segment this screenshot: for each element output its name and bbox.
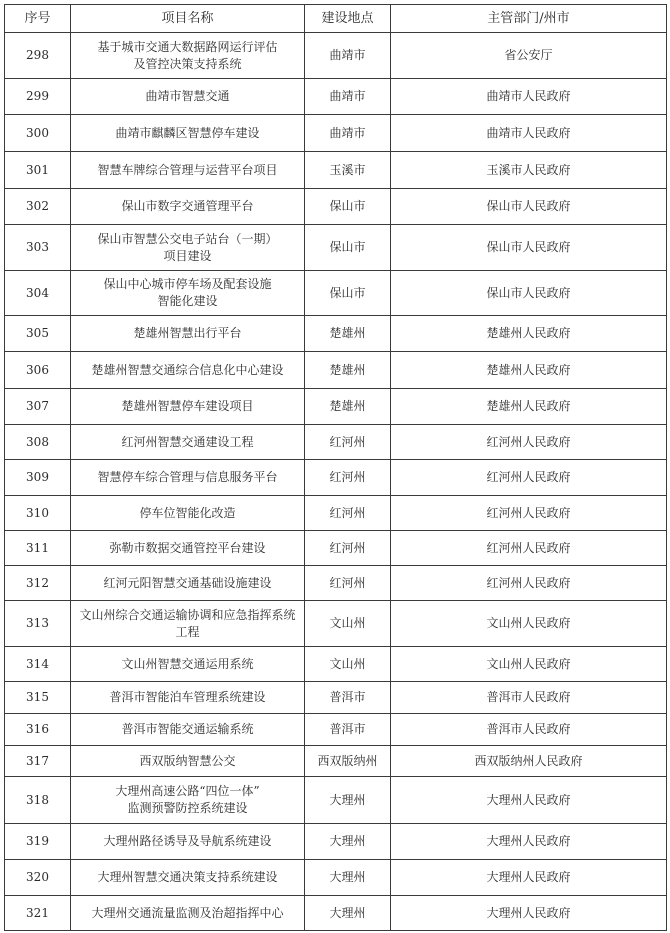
cell-location: 大理州 [305,777,391,824]
table-row [5,647,667,682]
cell-location: 大理州 [305,824,391,860]
cell-seq: 308 [5,425,71,460]
cell-dept: 大理州人民政府 [391,777,667,824]
cell-dept: 曲靖市人民政府 [391,115,667,152]
cell-location: 普洱市 [305,682,391,714]
cell-name: 楚雄州智慧出行平台 [71,316,305,352]
header-name: 项目名称 [71,5,305,33]
cell-seq: 306 [5,352,71,389]
cell-name: 大理州路径诱导及导航系统建设 [71,824,305,860]
cell-seq: 312 [5,566,71,601]
table-row [5,566,667,601]
cell-name: 停车位智能化改造 [71,496,305,531]
cell-dept: 普洱市人民政府 [391,714,667,746]
cell-seq: 321 [5,896,71,931]
cell-name: 曲靖市智慧交通 [71,79,305,115]
table-row [5,115,667,152]
cell-dept: 红河州人民政府 [391,566,667,601]
cell-dept: 大理州人民政府 [391,824,667,860]
cell-location: 玉溪市 [305,152,391,189]
cell-dept: 保山市人民政府 [391,189,667,225]
cell-seq: 303 [5,225,71,271]
table-row [5,824,667,860]
cell-dept: 楚雄州人民政府 [391,352,667,389]
cell-location: 大理州 [305,896,391,931]
cell-dept: 省公安厅 [391,33,667,79]
cell-location: 红河州 [305,425,391,460]
cell-name: 文山州综合交通运输协调和应急指挥系统 工程 [71,601,305,647]
cell-location: 红河州 [305,566,391,601]
cell-seq: 320 [5,860,71,896]
table-row [5,746,667,777]
table-row [5,152,667,189]
cell-name: 普洱市智能交通运输系统 [71,714,305,746]
table-row [5,682,667,714]
cell-seq: 315 [5,682,71,714]
cell-dept: 保山市人民政府 [391,271,667,316]
cell-seq: 304 [5,271,71,316]
table-row [5,496,667,531]
cell-location: 普洱市 [305,714,391,746]
cell-location: 红河州 [305,531,391,566]
cell-name: 西双版纳智慧公交 [71,746,305,777]
cell-location: 大理州 [305,860,391,896]
cell-dept: 楚雄州人民政府 [391,316,667,352]
table-row [5,777,667,824]
cell-dept: 普洱市人民政府 [391,682,667,714]
cell-location: 曲靖市 [305,33,391,79]
cell-dept: 玉溪市人民政府 [391,152,667,189]
cell-name: 红河州智慧交通建设工程 [71,425,305,460]
cell-dept: 红河州人民政府 [391,531,667,566]
cell-name: 智慧停车综合管理与信息服务平台 [71,460,305,496]
cell-seq: 318 [5,777,71,824]
cell-seq: 300 [5,115,71,152]
table-row [5,316,667,352]
cell-seq: 305 [5,316,71,352]
cell-dept: 红河州人民政府 [391,425,667,460]
cell-seq: 313 [5,601,71,647]
cell-seq: 302 [5,189,71,225]
header-dept: 主管部门/州市 [391,5,667,33]
cell-seq: 307 [5,389,71,425]
cell-dept: 文山州人民政府 [391,647,667,682]
cell-name: 保山中心城市停车场及配套设施 智能化建设 [71,271,305,316]
table-row [5,860,667,896]
cell-name: 普洱市智能泊车管理系统建设 [71,682,305,714]
table-row [5,271,667,316]
table-row [5,79,667,115]
cell-seq: 314 [5,647,71,682]
cell-seq: 319 [5,824,71,860]
cell-name: 大理州交通流量监测及治超指挥中心 [71,896,305,931]
table-row [5,460,667,496]
table-row [5,531,667,566]
cell-location: 西双版纳州 [305,746,391,777]
cell-name: 红河元阳智慧交通基础设施建设 [71,566,305,601]
cell-name: 智慧车牌综合管理与运营平台项目 [71,152,305,189]
cell-seq: 311 [5,531,71,566]
cell-location: 文山州 [305,601,391,647]
cell-name: 大理州智慧交通决策支持系统建设 [71,860,305,896]
cell-name: 弥勒市数据交通管控平台建设 [71,531,305,566]
table-row [5,425,667,460]
header-location: 建设地点 [305,5,391,33]
cell-seq: 309 [5,460,71,496]
cell-dept: 西双版纳州人民政府 [391,746,667,777]
table-row [5,352,667,389]
cell-location: 保山市 [305,225,391,271]
cell-dept: 保山市人民政府 [391,225,667,271]
cell-name: 楚雄州智慧停车建设项目 [71,389,305,425]
table-row [5,225,667,271]
table-row [5,601,667,647]
cell-location: 楚雄州 [305,316,391,352]
cell-name: 保山市智慧公交电子站台（一期） 项目建设 [71,225,305,271]
cell-dept: 楚雄州人民政府 [391,389,667,425]
cell-name: 楚雄州智慧交通综合信息化中心建设 [71,352,305,389]
header-row [5,5,667,33]
cell-location: 文山州 [305,647,391,682]
cell-dept: 红河州人民政府 [391,460,667,496]
table-row [5,714,667,746]
table-row [5,896,667,931]
cell-seq: 299 [5,79,71,115]
cell-name: 文山州智慧交通运用系统 [71,647,305,682]
cell-seq: 316 [5,714,71,746]
cell-dept: 曲靖市人民政府 [391,79,667,115]
table-row [5,33,667,79]
cell-location: 红河州 [305,496,391,531]
cell-name: 曲靖市麒麟区智慧停车建设 [71,115,305,152]
table-row [5,389,667,425]
header-seq: 序号 [5,5,71,33]
cell-name: 保山市数字交通管理平台 [71,189,305,225]
cell-dept: 红河州人民政府 [391,496,667,531]
cell-seq: 310 [5,496,71,531]
cell-location: 楚雄州 [305,389,391,425]
cell-location: 曲靖市 [305,115,391,152]
cell-location: 保山市 [305,271,391,316]
cell-name: 大理州高速公路“四位一体” 监测预警防控系统建设 [71,777,305,824]
cell-dept: 文山州人民政府 [391,601,667,647]
cell-location: 保山市 [305,189,391,225]
cell-dept: 大理州人民政府 [391,860,667,896]
cell-location: 楚雄州 [305,352,391,389]
cell-location: 曲靖市 [305,79,391,115]
table-row [5,189,667,225]
cell-seq: 317 [5,746,71,777]
project-table [4,4,667,931]
cell-location: 红河州 [305,460,391,496]
cell-dept: 大理州人民政府 [391,896,667,931]
cell-name: 基于城市交通大数据路网运行评估 及管控决策支持系统 [71,33,305,79]
cell-seq: 301 [5,152,71,189]
cell-seq: 298 [5,33,71,79]
